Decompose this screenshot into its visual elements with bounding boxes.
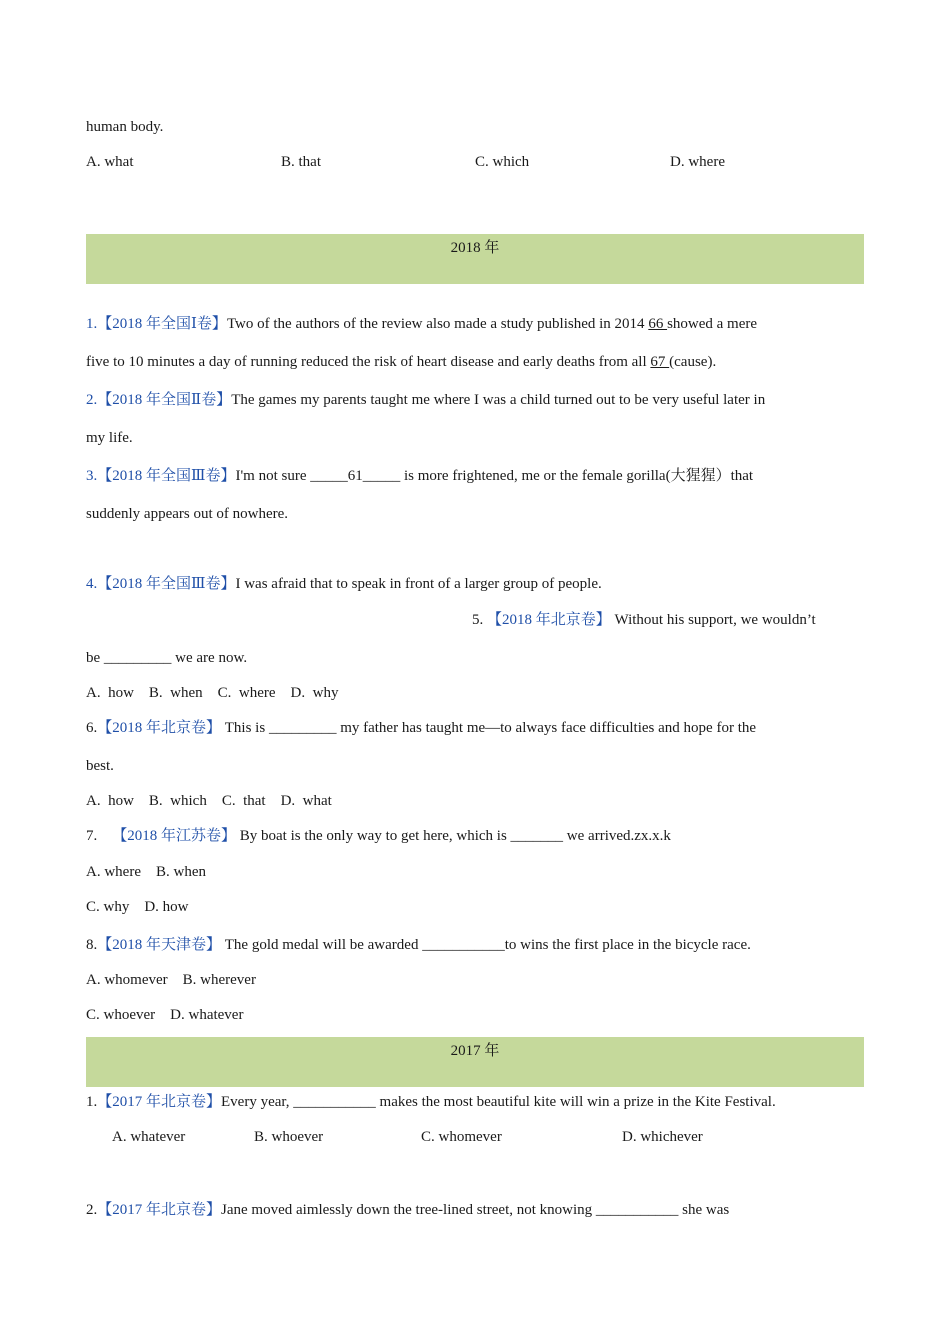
question-text: Every year, ___________ makes the most beautiful kite will win a prize in the Kite Festival. xyxy=(221,1094,776,1110)
question-text: I was afraid that to speak in front of a larger group of people. xyxy=(235,576,602,592)
source-tag: 【2018 年全国Ⅲ卷】 xyxy=(97,468,236,484)
option-a: A. whatever xyxy=(112,1129,186,1145)
question-number: 2. xyxy=(86,1202,98,1218)
option-d: D. whichever xyxy=(622,1129,703,1145)
question-5-2018 xyxy=(472,610,816,630)
option-d: D. where xyxy=(670,154,725,170)
question-3-2018-line2: suddenly appears out of nowhere. xyxy=(86,506,289,522)
section-header-2018 xyxy=(86,234,864,284)
answer-blank: 67 xyxy=(650,354,670,370)
question-text: Jane moved aimlessly down the tree-lined street, not knowing ___________ she was xyxy=(221,1202,730,1218)
question-7-2018 xyxy=(86,826,671,846)
question-8-2018 xyxy=(86,935,751,955)
question-6-2018-line2: best. xyxy=(86,758,114,774)
question-number: 5. xyxy=(472,612,484,628)
option-c: C. which xyxy=(475,154,530,170)
answer-blank: _____61_____ xyxy=(310,468,401,484)
question-number: 1. xyxy=(86,316,98,332)
question-7-2018-options-1: A. where B. when xyxy=(86,864,206,880)
section-title: 2017 年 xyxy=(450,1043,500,1059)
option-c: C. whomever xyxy=(421,1129,502,1145)
question-7-2018-options-2: C. why D. how xyxy=(86,899,189,915)
question-8-2018-options-2: C. whoever D. whatever xyxy=(86,1007,244,1023)
question-number: 1. xyxy=(86,1094,98,1110)
source-tag: 【2017 年北京卷】 xyxy=(97,1202,222,1218)
source-tag: 【2017 年北京卷】 xyxy=(97,1094,222,1110)
question-6-2018-options: A. how B. which C. that D. what xyxy=(86,793,332,809)
source-tag: 【2018 年天津卷】 xyxy=(97,937,222,953)
section-header-2017 xyxy=(86,1037,864,1087)
question-1-2018-line2 xyxy=(86,352,716,372)
source-tag: 【2018 年全国Ⅰ卷】 xyxy=(97,316,227,332)
question-number: 7. xyxy=(86,828,98,844)
option-a: A. what xyxy=(86,154,134,170)
question-1-2017 xyxy=(86,1092,776,1112)
question-2-2018 xyxy=(86,390,765,410)
question-text: (cause). xyxy=(669,354,717,370)
question-5-2018-line2: be _________ we are now. xyxy=(86,650,248,666)
source-tag: 【2018 年全国Ⅱ卷】 xyxy=(97,392,232,408)
question-4-2018 xyxy=(86,574,602,594)
question-number: 4. xyxy=(86,576,98,592)
question-text: Two of the authors of the review also made a study published in 2014 xyxy=(226,316,649,332)
answer-blank: 66 xyxy=(648,316,668,332)
question-number: 2. xyxy=(86,392,98,408)
question-continuation: human body. xyxy=(86,119,164,135)
question-number: 8. xyxy=(86,937,98,953)
question-text: Without his support, we wouldn’t xyxy=(610,612,816,628)
question-1-2018 xyxy=(86,314,757,334)
question-text: The games my parents taught me where I was a child turned out to be very useful later in xyxy=(231,392,766,408)
question-2-2018-line2: my life. xyxy=(86,430,133,446)
source-tag: 【2018 年全国Ⅲ卷】 xyxy=(97,576,236,592)
source-tag: 【2018 年江苏卷】 xyxy=(112,828,237,844)
option-b: B. that xyxy=(281,154,321,170)
question-8-2018-options-1: A. whomever B. wherever xyxy=(86,972,256,988)
source-tag: 【2018 年北京卷】 xyxy=(97,720,222,736)
question-6-2018 xyxy=(86,718,756,738)
source-tag: 【2018 年北京卷】 xyxy=(487,612,611,628)
question-text: The gold medal will be awarded ___________to wins the first place in the bicycle race. xyxy=(221,937,751,953)
option-b: B. whoever xyxy=(254,1129,324,1145)
question-text: is more frightened, me or the female gorilla(大猩猩）that xyxy=(400,468,754,484)
question-3-2018 xyxy=(86,466,753,486)
question-2-2017 xyxy=(86,1200,729,1220)
question-number: 3. xyxy=(86,468,98,484)
question-text: showed a mere xyxy=(667,316,758,332)
question-text: By boat is the only way to get here, which is _______ we arrived.zx.x.k xyxy=(236,828,671,844)
question-text: This is _________ my father has taught me—to always face difficulties and hope for the xyxy=(221,720,757,736)
question-number: 6. xyxy=(86,720,98,736)
question-5-2018-options: A. how B. when C. where D. why xyxy=(86,685,339,701)
section-title: 2018 年 xyxy=(450,240,500,256)
question-text: five to 10 minutes a day of running reduced the risk of heart disease and early deaths from all xyxy=(86,354,651,370)
question-text: I'm not sure xyxy=(235,468,311,484)
